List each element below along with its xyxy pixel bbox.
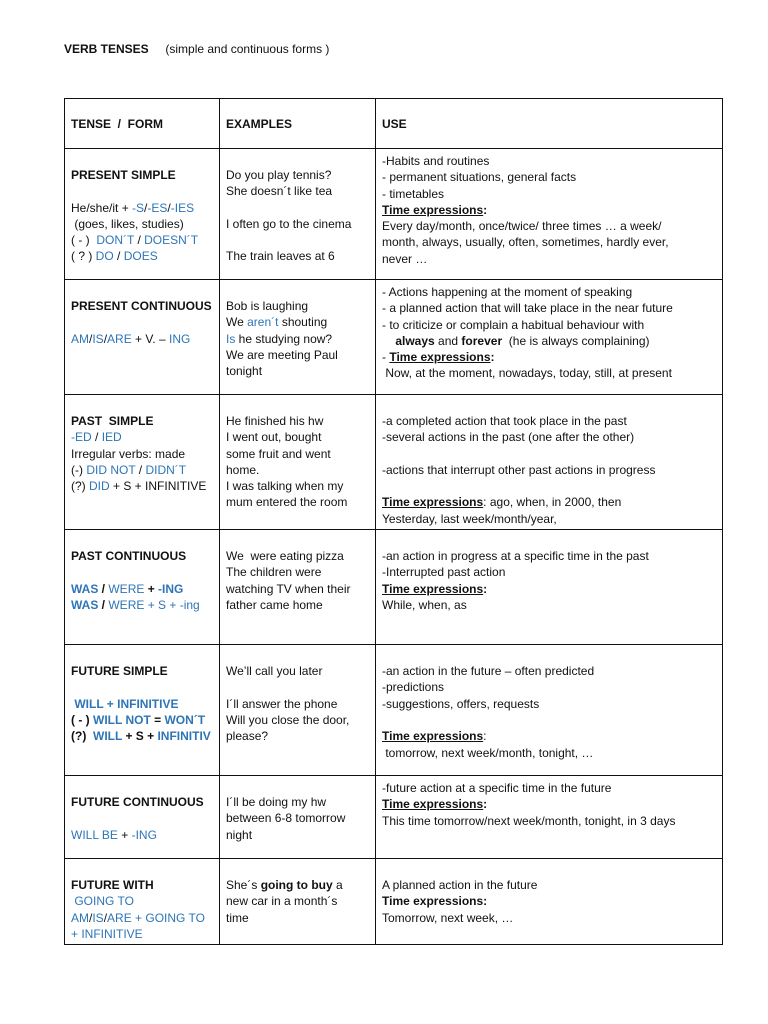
text-line: [71, 248, 214, 264]
text-segment: We’ll call you later: [226, 664, 323, 679]
tense-row: [65, 859, 723, 945]
text-segment: :: [483, 202, 488, 217]
tense-row: [65, 645, 723, 776]
text-segment: I was talking when my: [226, 479, 344, 494]
text-segment: -an action in progress at a specific time in the past: [382, 549, 649, 564]
text-segment: (?): [71, 729, 93, 744]
text-line: [382, 218, 717, 234]
text-segment: -several actions in the past (one after the other): [382, 430, 635, 445]
tense-name: PRESENT CONTINUOUS: [71, 299, 212, 313]
text-segment: between 6-8 tomorrow: [226, 811, 346, 826]
text-line: [226, 331, 370, 347]
tense-name: PRESENT SIMPLE: [71, 168, 176, 182]
text-line: [382, 462, 717, 478]
text-segment: ARE + GOING TO: [107, 910, 205, 925]
text-line: [382, 202, 717, 218]
text-segment: [382, 334, 395, 348]
text-segment: Is: [226, 331, 236, 346]
text-line: [382, 317, 717, 333]
text-line: [382, 365, 717, 381]
text-segment: Every day/month, once/twice/ three times … a week/: [382, 219, 662, 234]
tense-row: [65, 280, 723, 395]
text-segment: WERE: [108, 581, 145, 596]
text-segment: - a planned action that will take place in the near future: [382, 301, 673, 316]
text-line: [226, 548, 370, 564]
text-segment: he studying now?: [235, 331, 333, 346]
text-segment: - timetables: [382, 186, 445, 201]
text-line: [226, 216, 370, 232]
text-line: [226, 183, 370, 199]
text-segment: going to buy: [260, 878, 333, 893]
text-segment: Time expressions: [389, 350, 491, 365]
header-tense-label: TENSE / FORM: [71, 117, 164, 132]
text-line: [382, 153, 717, 169]
text-segment: -IES: [170, 200, 195, 215]
text-segment: DID NOT: [86, 462, 136, 477]
text-segment: WAS: [71, 581, 99, 596]
examples-cell: [220, 645, 376, 776]
header-examples-label: EXAMPLES: [226, 117, 293, 132]
text-line: [226, 564, 370, 580]
text-line: [382, 712, 717, 728]
text-segment: watching TV when their: [226, 581, 351, 596]
text-line: [382, 333, 717, 349]
text-segment: (he is always complaining): [502, 333, 650, 348]
text-segment: + S + INFINITIVE: [109, 479, 207, 494]
text-line: [382, 679, 717, 695]
text-line: [382, 446, 717, 462]
text-line: [382, 511, 717, 527]
text-segment: aren´t: [247, 315, 279, 330]
text-line: [382, 696, 717, 712]
text-line: [226, 167, 370, 183]
text-line: [71, 429, 214, 445]
text-segment: DON´T: [96, 233, 135, 248]
text-segment: We were eating pizza: [226, 549, 344, 564]
text-segment: -: [382, 350, 390, 365]
tense-form-cell: [65, 645, 220, 776]
text-segment: I went out, bought: [226, 430, 322, 445]
text-segment: Time expressions: [382, 495, 484, 510]
text-segment: :: [490, 350, 495, 365]
text-line: [71, 446, 214, 462]
text-segment: I´ll be doing my hw: [226, 795, 327, 810]
text-segment: :: [483, 581, 488, 596]
header-examples: [220, 99, 376, 149]
text-segment: father came home: [226, 597, 323, 612]
text-line: [226, 363, 370, 379]
text-line: [382, 251, 717, 267]
text-segment: a: [332, 878, 343, 893]
text-segment: night: [226, 827, 253, 842]
text-line: [226, 446, 370, 462]
header-use-label: USE: [382, 117, 407, 132]
title-main: VERB TENSES: [64, 42, 149, 56]
text-segment: WERE + S + -ing: [108, 597, 200, 612]
text-segment: /: [144, 200, 148, 215]
text-line: [71, 827, 214, 843]
examples-cell: [220, 149, 376, 280]
text-line: [382, 478, 717, 494]
text-line: [226, 794, 370, 810]
text-segment: mum entered the room: [226, 495, 348, 510]
text-segment: /: [98, 597, 109, 612]
text-segment: DIDN´T: [145, 462, 187, 477]
tense-form-cell: [65, 149, 220, 280]
title-sub: (simple and continuous forms ): [165, 42, 330, 56]
text-segment: WILL + INFINITIVE: [71, 696, 179, 711]
header-row: [65, 99, 723, 149]
text-line: [226, 413, 370, 429]
text-line: [382, 893, 717, 909]
text-line: [382, 284, 717, 300]
text-line: [382, 780, 717, 796]
text-segment: GOING TO: [71, 894, 134, 909]
use-cell: [376, 859, 723, 945]
text-line: [71, 564, 214, 580]
text-segment: (-): [71, 462, 87, 477]
text-line: [382, 745, 717, 761]
text-line: [226, 712, 370, 728]
text-line: [226, 581, 370, 597]
text-line: [71, 910, 214, 926]
text-segment: IS: [92, 910, 104, 925]
text-line: [71, 200, 214, 216]
text-segment: The children were: [226, 565, 322, 580]
text-segment: ( - ): [71, 712, 93, 727]
use-cell: [376, 149, 723, 280]
examples-cell: [220, 859, 376, 945]
text-line: [382, 581, 717, 597]
text-segment: ING: [168, 331, 191, 346]
text-line: [71, 712, 214, 728]
text-segment: month, always, usually, often, sometimes, hardly ever,: [382, 235, 669, 250]
text-line: [382, 300, 717, 316]
text-line: [226, 893, 370, 909]
examples-cell: [220, 280, 376, 395]
text-line: [71, 581, 214, 597]
text-line: [71, 926, 214, 942]
text-line: [226, 478, 370, 494]
page-title: [64, 42, 329, 56]
text-segment: : ago, when, in 2000, then: [483, 495, 622, 510]
text-line: [71, 810, 214, 826]
text-segment: A planned action in the future: [382, 878, 538, 893]
text-segment: +: [144, 581, 159, 596]
text-segment: DO: [95, 249, 114, 264]
text-segment: +: [117, 827, 132, 842]
text-segment: - to criticize or complain a habitual behaviour with: [382, 317, 645, 332]
tense-form-cell: [65, 859, 220, 945]
text-segment: He finished his hw: [226, 414, 324, 428]
text-segment: -ING: [158, 581, 184, 596]
tense-name: FUTURE WITH: [71, 878, 154, 893]
text-line: [71, 679, 214, 695]
text-line: [226, 347, 370, 363]
text-segment: Time expressions:: [382, 894, 488, 909]
text-line: [226, 494, 370, 510]
text-line: [226, 298, 370, 314]
text-segment: /: [167, 200, 171, 215]
text-segment: tonight: [226, 364, 263, 379]
text-line: [382, 548, 717, 564]
text-segment: /: [135, 462, 146, 477]
text-line: [71, 597, 214, 613]
text-segment: /: [91, 430, 102, 445]
text-line: [226, 728, 370, 744]
text-line: [226, 810, 370, 826]
text-line: [382, 186, 717, 202]
text-segment: DOES: [123, 249, 158, 264]
text-segment: please?: [226, 729, 269, 744]
text-segment: tomorrow, next week/month, tonight, …: [382, 745, 594, 760]
text-line: [382, 813, 717, 829]
text-line: [382, 796, 717, 812]
text-segment: -ING: [131, 827, 157, 842]
text-segment: Will you close the door,: [226, 712, 350, 727]
text-line: [382, 169, 717, 185]
examples-cell: [220, 395, 376, 530]
text-line: [226, 679, 370, 695]
text-line: [382, 877, 717, 893]
text-segment: Time expressions: [382, 729, 484, 744]
tense-form-cell: [65, 280, 220, 395]
text-line: [382, 910, 717, 926]
use-cell: [376, 776, 723, 859]
text-segment: + INFINITIVE: [71, 926, 143, 941]
text-segment: -ED: [71, 430, 92, 445]
use-cell: [376, 395, 723, 530]
text-segment: IED: [101, 430, 122, 445]
text-line: [226, 663, 370, 679]
text-segment: She doesn´t like tea: [226, 184, 333, 199]
text-segment: + S +: [122, 729, 158, 744]
text-segment: + V. –: [131, 331, 169, 346]
text-segment: While, when, as: [382, 597, 467, 612]
text-line: [71, 331, 214, 347]
text-segment: She´s: [226, 878, 261, 893]
text-line: [226, 429, 370, 445]
text-segment: WAS: [71, 597, 99, 612]
tense-form-cell: [65, 395, 220, 530]
text-line: [226, 597, 370, 613]
tense-row: [65, 395, 723, 530]
tense-row: [65, 530, 723, 645]
text-segment: IS: [92, 331, 104, 346]
verb-tenses-table: [64, 98, 723, 945]
text-line: [226, 314, 370, 330]
header-tense: [65, 99, 220, 149]
text-segment: -a completed action that took place in the past: [382, 414, 627, 428]
text-segment: =: [150, 712, 165, 727]
text-segment: :: [483, 729, 487, 744]
tense-name: PAST SIMPLE: [71, 414, 154, 428]
text-segment: -actions that interrupt other past actions in progress: [382, 462, 656, 477]
text-segment: INFINITIV: [157, 729, 211, 744]
examples-cell: [220, 530, 376, 645]
text-segment: This time tomorrow/next week/month, tonight, in 3 days: [382, 813, 676, 828]
text-segment: -predictions: [382, 680, 445, 695]
text-line: [71, 232, 214, 248]
text-line: [382, 564, 717, 580]
tense-form-cell: [65, 776, 220, 859]
text-segment: /: [103, 910, 108, 925]
use-cell: [376, 530, 723, 645]
text-segment: -an action in the future – often predicted: [382, 664, 595, 679]
text-segment: Irregular verbs: made: [71, 446, 186, 461]
examples-cell: [220, 776, 376, 859]
text-line: [71, 696, 214, 712]
text-line: [226, 696, 370, 712]
text-segment: - Actions happening at the moment of speaking: [382, 285, 633, 299]
text-segment: -ES: [147, 200, 168, 215]
text-segment: He/she/it +: [71, 200, 133, 215]
text-line: [382, 349, 717, 365]
text-segment: Bob is laughing: [226, 299, 309, 313]
text-line: [226, 877, 370, 893]
text-segment: /: [98, 581, 109, 596]
text-segment: Now, at the moment, nowadays, today, still, at present: [382, 366, 672, 381]
text-line: [382, 663, 717, 679]
text-segment: WILL BE: [71, 827, 118, 842]
tense-name: FUTURE CONTINUOUS: [71, 795, 204, 810]
text-segment: -Interrupted past action: [382, 565, 506, 580]
text-segment: ARE: [107, 331, 132, 346]
text-segment: Time expressions: [382, 797, 484, 812]
text-segment: -S: [132, 200, 145, 215]
text-segment: /: [134, 233, 145, 248]
text-segment: -suggestions, offers, requests: [382, 696, 540, 711]
text-segment: new car in a month´s: [226, 894, 338, 909]
text-segment: (?): [71, 479, 89, 494]
text-segment: I´ll answer the phone: [226, 696, 338, 711]
header-use: [376, 99, 723, 149]
text-line: [71, 462, 214, 478]
text-segment: time: [226, 910, 249, 925]
text-segment: /: [113, 249, 124, 264]
text-line: [226, 200, 370, 216]
text-segment: ( ? ): [71, 249, 96, 264]
text-segment: some fruit and went: [226, 446, 331, 461]
text-segment: We: [226, 315, 248, 330]
text-line: [226, 248, 370, 264]
text-line: [71, 728, 214, 744]
text-segment: /: [89, 331, 93, 346]
text-segment: WON´T: [164, 712, 206, 727]
text-segment: Do you play tennis?: [226, 168, 332, 182]
text-line: [226, 827, 370, 843]
text-line: [382, 234, 717, 250]
use-cell: [376, 280, 723, 395]
tense-name: PAST CONTINUOUS: [71, 549, 187, 564]
text-line: [71, 893, 214, 909]
text-segment: Tomorrow, next week, …: [382, 910, 514, 925]
text-segment: -future action at a specific time in the future: [382, 781, 612, 796]
text-segment: AM: [71, 910, 89, 925]
text-segment: ( - ): [71, 233, 97, 248]
tense-row: [65, 149, 723, 280]
text-segment: Time expressions: [382, 581, 484, 596]
text-segment: and: [434, 333, 462, 348]
text-line: [382, 413, 717, 429]
text-line: [71, 216, 214, 232]
text-line: [226, 910, 370, 926]
text-segment: WILL: [93, 729, 123, 744]
text-segment: /: [89, 910, 93, 925]
text-segment: home.: [226, 462, 260, 477]
text-segment: DOESN´T: [144, 233, 199, 248]
text-segment: AM: [71, 331, 89, 346]
text-line: [382, 429, 717, 445]
text-segment: DID: [89, 479, 110, 494]
text-segment: We are meeting Paul: [226, 347, 338, 362]
text-line: [226, 462, 370, 478]
tense-name: FUTURE SIMPLE: [71, 664, 168, 679]
text-segment: WILL NOT: [93, 712, 151, 727]
text-line: [382, 494, 717, 510]
text-line: [382, 728, 717, 744]
text-line: [382, 597, 717, 613]
text-segment: (goes, likes, studies): [71, 216, 184, 231]
text-segment: Yesterday, last week/month/year,: [382, 511, 557, 526]
text-line: [71, 478, 214, 494]
text-segment: Time expressions: [382, 202, 484, 217]
text-segment: /: [103, 331, 108, 346]
text-segment: I often go to the cinema: [226, 216, 352, 231]
text-segment: -Habits and routines: [382, 154, 490, 168]
text-segment: forever: [461, 333, 503, 348]
use-cell: [376, 645, 723, 776]
tense-row: [65, 776, 723, 859]
text-segment: - permanent situations, general facts: [382, 170, 577, 185]
text-segment: always: [395, 333, 435, 348]
text-segment: :: [483, 797, 488, 812]
tense-form-cell: [65, 530, 220, 645]
text-segment: The train leaves at 6: [226, 249, 335, 264]
text-segment: never …: [382, 251, 428, 266]
text-segment: shouting: [278, 315, 328, 330]
text-line: [226, 232, 370, 248]
